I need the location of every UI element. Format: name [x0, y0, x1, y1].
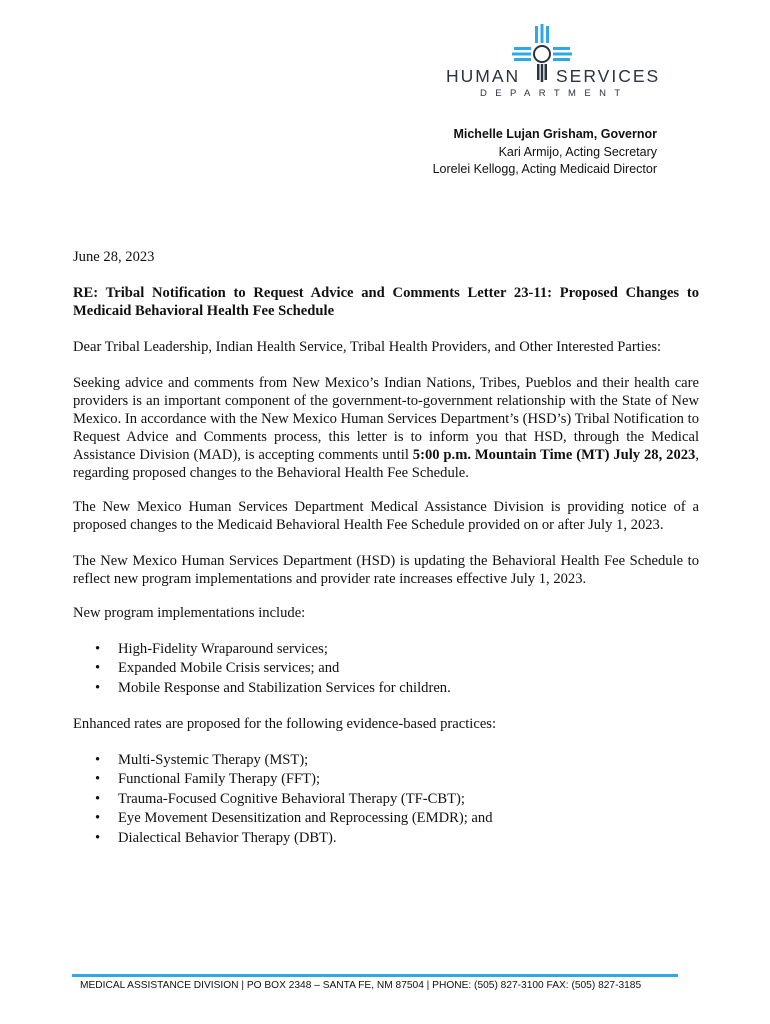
- paragraph-intro-tail: , regarding proposed changes to the Behavioral Health Fee Schedule.: [73, 447, 699, 481]
- letter-subject: RE: Tribal Notification to Request Advice and Comments Letter 23-11: Proposed Changes to Medicaid Behavioral Health Fee Schedule: [73, 285, 699, 319]
- list-item: • Trauma-Focused Cognitive Behavioral Therapy (TF-CBT);: [95, 790, 493, 809]
- paragraph-intro: [73, 374, 699, 482]
- footer-contact: MEDICAL ASSISTANCE DIVISION | PO BOX 2348 – SANTA FE, NM 87504 | PHONE: (505) 827-3100 FAX: (505) 827-3185: [80, 980, 642, 991]
- letter-date: June 28, 2023: [73, 249, 155, 265]
- list-item: • Dialectical Behavior Therapy (DBT).: [95, 829, 493, 848]
- list-item: • Multi-Systemic Therapy (MST);: [95, 751, 493, 770]
- paragraph-intro-text: Seeking advice and comments from New Mexico’s Indian Nations, Tribes, Pueblos and their health care providers is an important component of the government-to-government relationship with the State of New Mexico. In accordance with the New Mexico Human Services Department’s (HSD’s) Tribal Notification to Request Advice and Comments process, this letter is to inform you that HSD, through the Medical Assistance Division (MAD), is accepting comments until: [73, 375, 699, 463]
- salutation: Dear Tribal Leadership, Indian Health Service, Tribal Health Providers, and Other Interested Parties:: [73, 339, 662, 355]
- department-logo: [446, 24, 661, 100]
- logo-word-services: SERVICES: [556, 66, 661, 86]
- programs-intro: New program implementations include:: [73, 605, 306, 621]
- governor-name: Michelle Lujan Grisham, Governor: [453, 127, 657, 141]
- rates-intro: Enhanced rates are proposed for the following evidence-based practices:: [73, 716, 497, 732]
- paragraph-notice: The New Mexico Human Services Department Medical Assistance Division is providing notice of a proposed changes to the Medicaid Behavioral Health Fee Schedule provided on or after July 1, 2023.: [73, 499, 699, 533]
- list-item: • High-Fidelity Wraparound services;: [95, 640, 451, 659]
- programs-list: [95, 640, 451, 698]
- secretary-name: Kari Armijo, Acting Secretary: [498, 144, 657, 159]
- logo-word-human: HUMAN: [446, 66, 521, 86]
- list-item: • Expanded Mobile Crisis services; and: [95, 659, 451, 678]
- medicaid-director-name: Lorelei Kellogg, Acting Medicaid Director: [432, 162, 657, 176]
- list-item: • Eye Movement Desensitization and Reprocessing (EMDR); and: [95, 809, 493, 828]
- officials-block: [433, 126, 657, 179]
- comment-deadline: 5:00 p.m. Mountain Time (MT) July 28, 2023: [412, 447, 696, 463]
- practices-list: [95, 751, 493, 848]
- footer-divider: [72, 974, 678, 977]
- paragraph-update: The New Mexico Human Services Department (HSD) is updating the Behavioral Health Fee Schedule to reflect new program implementations and provider rate increases effective July 1, 2023.: [73, 553, 699, 587]
- list-item: • Functional Family Therapy (FFT);: [95, 770, 493, 789]
- logo-word-department: DEPARTMENT: [480, 88, 629, 99]
- list-item: • Mobile Response and Stabilization Services for children.: [95, 679, 451, 698]
